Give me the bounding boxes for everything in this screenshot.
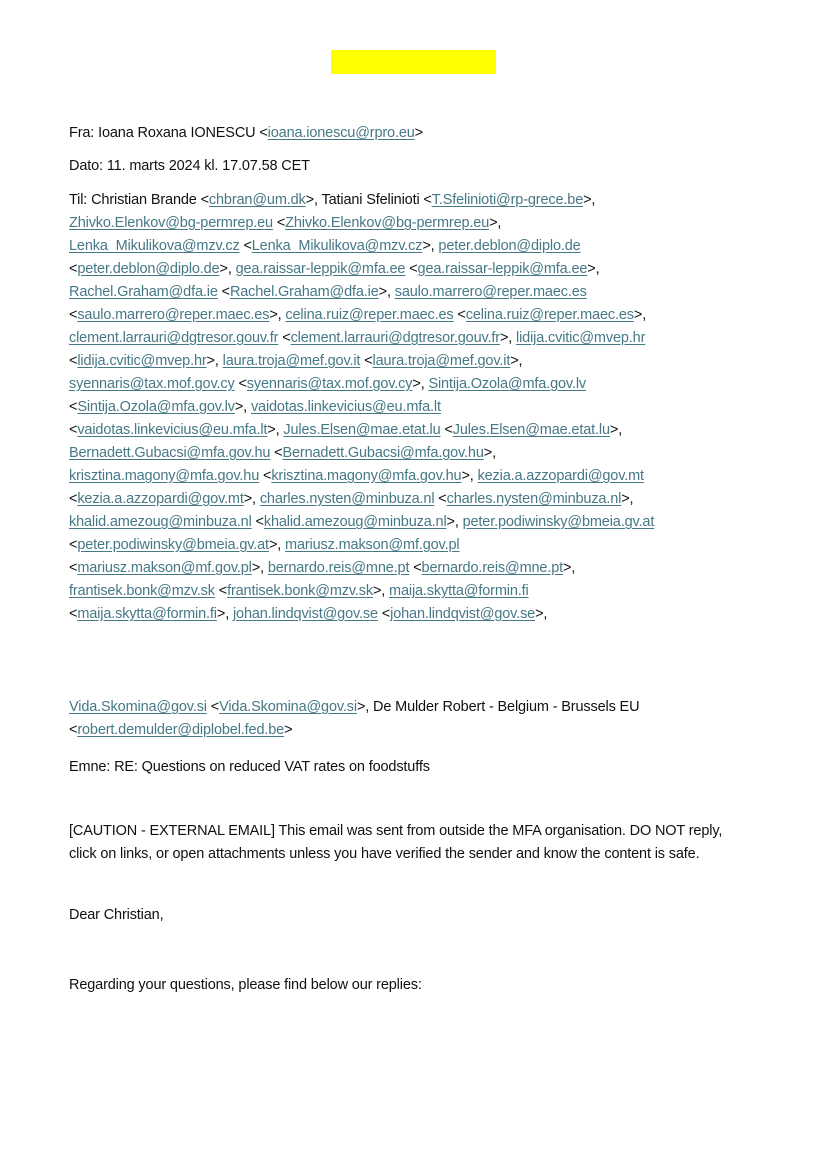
recipient-email-link[interactable]: mariusz.makson@mf.gov.pl — [77, 560, 252, 576]
from-email-link[interactable]: ioana.ionescu@rpro.eu — [267, 125, 415, 141]
to-line-12: Bernadett.Gubacsi@mfa.gov.hu <Bernadett.Gubacsi@mfa.gov.hu>, — [69, 445, 496, 461]
recipient-link[interactable]: khalid.amezoug@minbuza.nl — [69, 514, 252, 530]
to-line-7: clement.larrauri@dgtresor.gouv.fr <clement.larrauri@dgtresor.gouv.fr>, lidija.cvitic@mvep.hr — [69, 330, 646, 346]
recipient-link[interactable]: Vida.Skomina@gov.si — [69, 699, 207, 715]
recipient-link[interactable]: frantisek.bonk@mzv.sk — [69, 583, 215, 599]
to-line-13: krisztina.magony@mfa.gov.hu <krisztina.magony@mfa.gov.hu>, kezia.a.azzopardi@gov.mt — [69, 468, 644, 484]
recipient-email-link[interactable]: celina.ruiz@reper.maec.es — [465, 307, 634, 323]
recipient-email-link[interactable]: krisztina.magony@mfa.gov.hu — [271, 468, 462, 484]
date-value: 11. marts 2024 kl. 17.07.58 CET — [106, 158, 310, 174]
to-block-continued — [69, 696, 639, 742]
recipient-email-link[interactable]: gea.raissar-leppik@mfa.ee — [417, 261, 588, 277]
recipient-email-link[interactable]: Sintija.Ozola@mfa.gov.lv — [77, 399, 235, 415]
recipient-name: Christian Brande — [91, 192, 197, 208]
recipient-email-link[interactable]: charles.nysten@minbuza.nl — [446, 491, 622, 507]
greeting: Dear Christian, — [69, 907, 164, 923]
recipient-link[interactable]: vaidotas.linkevicius@eu.mfa.lt — [250, 399, 441, 415]
recipient-email-link[interactable]: chbran@um.dk — [208, 192, 306, 208]
to-line-14: <kezia.a.azzopardi@gov.mt>, charles.nysten@minbuza.nl <charles.nysten@minbuza.nl>, — [69, 491, 634, 507]
date-line — [69, 155, 310, 178]
to-line-5: Rachel.Graham@dfa.ie <Rachel.Graham@dfa.ie>, saulo.marrero@reper.maec.es — [69, 284, 587, 300]
recipient-email-link[interactable]: Lenka_Mikulikova@mzv.cz — [251, 238, 423, 254]
recipient-link[interactable]: laura.troja@mef.gov.it — [222, 353, 361, 369]
recipient-email-link[interactable]: bernardo.reis@mne.pt — [421, 560, 564, 576]
to-line-6: <saulo.marrero@reper.maec.es>, celina.ruiz@reper.maec.es <celina.ruiz@reper.maec.es>, — [69, 307, 647, 323]
to-label: Til: — [69, 192, 88, 208]
recipient-email-link[interactable]: laura.troja@mef.gov.it — [372, 353, 511, 369]
recipient-link[interactable]: maija.skytta@formin.fi — [389, 583, 529, 599]
recipient-email-link[interactable]: khalid.amezoug@minbuza.nl — [263, 514, 447, 530]
recipient-email-link[interactable]: frantisek.bonk@mzv.sk — [227, 583, 373, 599]
recipient-email-link[interactable]: maija.skytta@formin.fi — [77, 606, 217, 622]
recipient-email-link[interactable]: T.Sfelinioti@rp-grece.be — [431, 192, 584, 208]
from-label: Fra: — [69, 125, 95, 141]
recipient-email-link[interactable]: saulo.marrero@reper.maec.es — [77, 307, 270, 323]
to-line-8: <lidija.cvitic@mvep.hr>, laura.troja@mef.gov.it <laura.troja@mef.gov.it>, — [69, 353, 523, 369]
recipient-link[interactable]: saulo.marrero@reper.maec.es — [394, 284, 587, 300]
recipient-email-link[interactable]: vaidotas.linkevicius@eu.mfa.lt — [77, 422, 268, 438]
recipient-link[interactable]: charles.nysten@minbuza.nl — [259, 491, 435, 507]
to-line-20: Vida.Skomina@gov.si <Vida.Skomina@gov.si>, De Mulder Robert - Belgium - Brussels EU — [69, 699, 640, 715]
recipient-email-link[interactable]: lidija.cvitic@mvep.hr — [77, 353, 207, 369]
to-line-3: Lenka_Mikulikova@mzv.cz <Lenka_Mikulikova@mzv.cz>, peter.deblon@diplo.de — [69, 238, 581, 254]
recipient-email-link[interactable]: robert.demulder@diplobel.fed.be — [77, 722, 285, 738]
subject-value: RE: Questions on reduced VAT rates on foodstuffs — [114, 759, 430, 775]
to-line-11: <vaidotas.linkevicius@eu.mfa.lt>, Jules.Elsen@mae.etat.lu <Jules.Elsen@mae.etat.lu>, — [69, 422, 623, 438]
recipient-link[interactable]: syennaris@tax.mof.gov.cy — [69, 376, 235, 392]
date-label: Dato: — [69, 158, 103, 174]
recipient-link[interactable]: gea.raissar-leppik@mfa.ee — [235, 261, 406, 277]
recipient-link[interactable]: lidija.cvitic@mvep.hr — [516, 330, 646, 346]
recipient-link[interactable]: krisztina.magony@mfa.gov.hu — [69, 468, 260, 484]
recipient-name: De Mulder Robert - Belgium - Brussels EU — [373, 699, 640, 715]
to-line-19: <maija.skytta@formin.fi>, johan.lindqvist@gov.se <johan.lindqvist@gov.se>, — [69, 606, 548, 622]
subject-label: Emne: — [69, 759, 111, 775]
to-line-2: Zhivko.Elenkov@bg-permrep.eu <Zhivko.Elenkov@bg-permrep.eu>, — [69, 215, 502, 231]
recipient-email-link[interactable]: Jules.Elsen@mae.etat.lu — [452, 422, 610, 438]
recipient-link[interactable]: celina.ruiz@reper.maec.es — [285, 307, 454, 323]
recipient-link[interactable]: kezia.a.azzopardi@gov.mt — [477, 468, 644, 484]
recipient-email-link[interactable]: peter.podiwinsky@bmeia.gv.at — [77, 537, 269, 553]
recipient-link[interactable]: Lenka_Mikulikova@mzv.cz — [69, 238, 240, 254]
recipient-link[interactable]: clement.larrauri@dgtresor.gouv.fr — [69, 330, 279, 346]
to-line-10: <Sintija.Ozola@mfa.gov.lv>, vaidotas.linkevicius@eu.mfa.lt — [69, 399, 441, 415]
caution-notice: [CAUTION - EXTERNAL EMAIL] This email was sent from outside the MFA organisation. DO NOT reply, click on links, or open attachments unless you have verified the sender and know the content is safe. — [69, 823, 723, 862]
recipient-link[interactable]: Sintija.Ozola@mfa.gov.lv — [428, 376, 586, 392]
recipient-link[interactable]: peter.deblon@diplo.de — [438, 238, 581, 254]
recipient-email-link[interactable]: syennaris@tax.mof.gov.cy — [246, 376, 413, 392]
subject-line — [69, 756, 430, 779]
recipient-email-link[interactable]: Zhivko.Elenkov@bg-permrep.eu — [285, 215, 490, 231]
intro-text: Regarding your questions, please find below our replies: — [69, 977, 422, 993]
recipient-link[interactable]: Rachel.Graham@dfa.ie — [69, 284, 218, 300]
to-line-15: khalid.amezoug@minbuza.nl <khalid.amezoug@minbuza.nl>, peter.podiwinsky@bmeia.gv.at — [69, 514, 655, 530]
from-line: Fra: Ioana Roxana IONESCU <ioana.ionescu@rpro.eu> — [69, 125, 423, 141]
to-line-21: <robert.demulder@diplobel.fed.be> — [69, 722, 293, 738]
to-line-18: frantisek.bonk@mzv.sk <frantisek.bonk@mzv.sk>, maija.skytta@formin.fi — [69, 583, 529, 599]
to-line-1: Til: Christian Brande <chbran@um.dk>, Tatiani Sfelinioti <T.Sfelinioti@rp-grece.be>, — [69, 192, 596, 208]
recipient-email-link[interactable]: Bernadett.Gubacsi@mfa.gov.hu — [282, 445, 484, 461]
to-line-9: syennaris@tax.mof.gov.cy <syennaris@tax.mof.gov.cy>, Sintija.Ozola@mfa.gov.lv — [69, 376, 586, 392]
to-line-16: <peter.podiwinsky@bmeia.gv.at>, mariusz.makson@mf.gov.pl — [69, 537, 460, 553]
recipient-link[interactable]: Zhivko.Elenkov@bg-permrep.eu — [69, 215, 273, 231]
from-name: Ioana Roxana IONESCU — [98, 125, 256, 141]
recipient-link[interactable]: Bernadett.Gubacsi@mfa.gov.hu — [69, 445, 271, 461]
redaction-box — [331, 50, 496, 74]
recipient-email-link[interactable]: peter.deblon@diplo.de — [77, 261, 220, 277]
recipient-email-link[interactable]: clement.larrauri@dgtresor.gouv.fr — [290, 330, 500, 346]
recipient-link[interactable]: Jules.Elsen@mae.etat.lu — [283, 422, 441, 438]
to-line-17: <mariusz.makson@mf.gov.pl>, bernardo.reis@mne.pt <bernardo.reis@mne.pt>, — [69, 560, 576, 576]
recipient-email-link[interactable]: kezia.a.azzopardi@gov.mt — [77, 491, 244, 507]
recipient-link[interactable]: bernardo.reis@mne.pt — [267, 560, 410, 576]
recipient-link[interactable]: mariusz.makson@mf.gov.pl — [285, 537, 460, 553]
recipient-link[interactable]: johan.lindqvist@gov.se — [232, 606, 378, 622]
to-block — [69, 189, 654, 626]
to-line-4: <peter.deblon@diplo.de>, gea.raissar-leppik@mfa.ee <gea.raissar-leppik@mfa.ee>, — [69, 261, 600, 277]
recipient-name: Tatiani Sfelinioti — [321, 192, 420, 208]
recipient-email-link[interactable]: Rachel.Graham@dfa.ie — [229, 284, 379, 300]
recipient-email-link[interactable]: Vida.Skomina@gov.si — [219, 699, 357, 715]
recipient-link[interactable]: peter.podiwinsky@bmeia.gv.at — [462, 514, 655, 530]
recipient-email-link[interactable]: johan.lindqvist@gov.se — [390, 606, 536, 622]
